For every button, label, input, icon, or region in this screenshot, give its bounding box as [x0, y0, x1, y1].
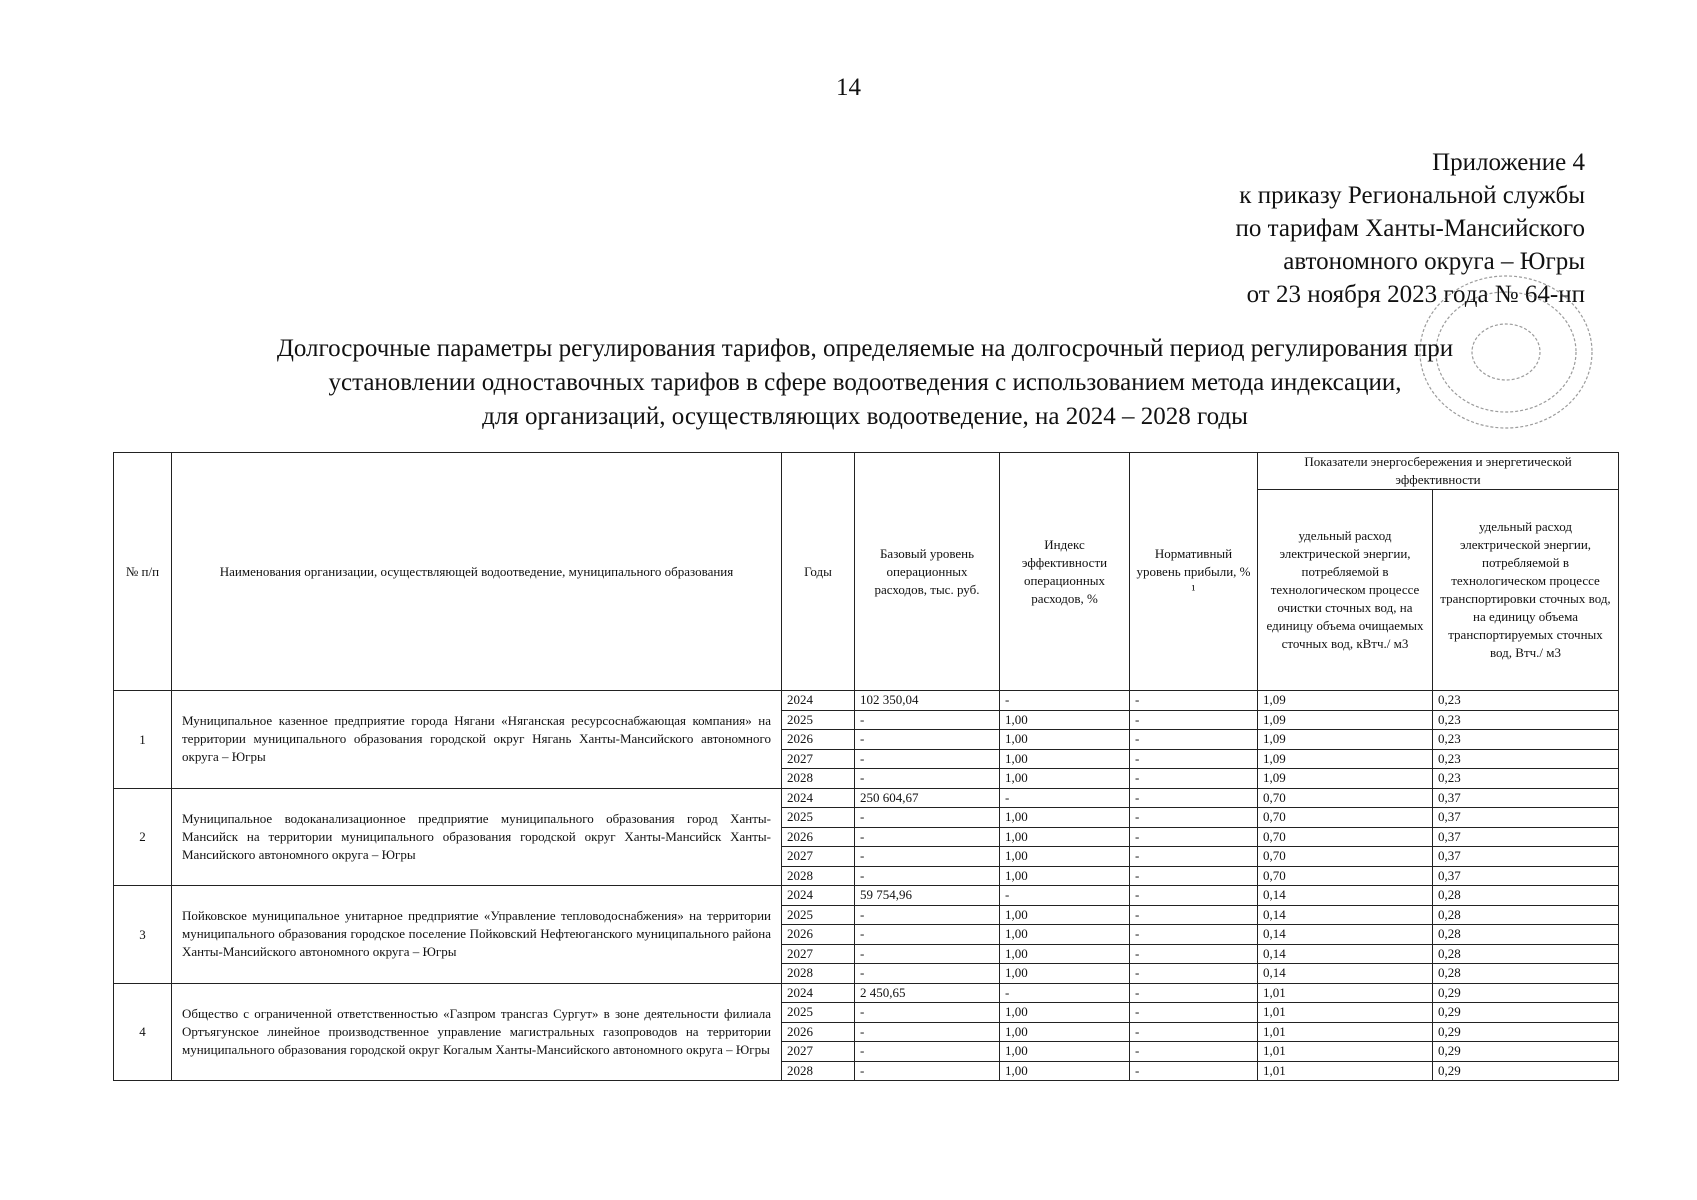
efficiency-index-cell: 1,00: [1000, 1003, 1130, 1023]
profit-level-cell: -: [1130, 925, 1258, 945]
energy-treatment-cell: 1,09: [1258, 749, 1433, 769]
table-row: [114, 886, 1619, 906]
org-number-cell: 2: [114, 788, 172, 886]
header-profit-level: Нормативный уровень прибыли, % ¹: [1130, 453, 1258, 691]
energy-transport-cell: 0,29: [1433, 1042, 1619, 1062]
efficiency-index-cell: 1,00: [1000, 944, 1130, 964]
year-cell: 2026: [782, 827, 855, 847]
base-expenses-cell: -: [855, 769, 1000, 789]
energy-transport-cell: 0,23: [1433, 749, 1619, 769]
energy-transport-cell: 0,23: [1433, 691, 1619, 711]
profit-level-cell: -: [1130, 1003, 1258, 1023]
energy-transport-cell: 0,29: [1433, 1061, 1619, 1081]
efficiency-index-cell: 1,00: [1000, 964, 1130, 984]
org-name-cell: Муниципальное казенное предприятие города Нягани «Няганская ресурсоснабжающая компания» на территории муниципального образования городской округ Нягань Ханты-Мансийского автономного округа – Югры: [172, 691, 782, 789]
efficiency-index-cell: 1,00: [1000, 905, 1130, 925]
energy-treatment-cell: 0,70: [1258, 847, 1433, 867]
efficiency-index-cell: -: [1000, 886, 1130, 906]
header-num: № п/п: [114, 453, 172, 691]
title-line: Долгосрочные параметры регулирования тарифов, определяемые на долгосрочный период регулирования при: [276, 335, 1454, 362]
profit-level-cell: -: [1130, 1042, 1258, 1062]
appendix-line: Приложение 4: [1432, 149, 1585, 176]
org-number-cell: 1: [114, 691, 172, 789]
energy-treatment-cell: 1,09: [1258, 730, 1433, 750]
page-number: 14: [836, 74, 861, 101]
base-expenses-cell: -: [855, 944, 1000, 964]
year-cell: 2027: [782, 749, 855, 769]
profit-level-cell: -: [1130, 730, 1258, 750]
base-expenses-cell: -: [855, 749, 1000, 769]
header-energy-group: Показатели энергосбережения и энергетической эффективности: [1258, 453, 1619, 490]
base-expenses-cell: 2 450,65: [855, 983, 1000, 1003]
year-cell: 2024: [782, 691, 855, 711]
energy-treatment-cell: 0,70: [1258, 866, 1433, 886]
profit-level-cell: -: [1130, 769, 1258, 789]
energy-treatment-cell: 1,09: [1258, 710, 1433, 730]
year-cell: 2024: [782, 886, 855, 906]
energy-transport-cell: 0,28: [1433, 925, 1619, 945]
profit-level-cell: -: [1130, 847, 1258, 867]
year-cell: 2028: [782, 866, 855, 886]
energy-treatment-cell: 1,01: [1258, 1003, 1433, 1023]
profit-level-cell: -: [1130, 1022, 1258, 1042]
base-expenses-cell: -: [855, 925, 1000, 945]
energy-treatment-cell: 1,01: [1258, 1022, 1433, 1042]
header-energy-treatment: удельный расход электрической энергии, потребляемой в технологическом процессе очистки сточных вод, на единицу объема очищаемых сточных вод, кВтч./ м3: [1258, 490, 1433, 691]
energy-treatment-cell: 0,70: [1258, 788, 1433, 808]
table-body: [114, 691, 1619, 1081]
title-line: для организаций, осуществляющих водоотведение, на 2024 – 2028 годы: [482, 403, 1248, 430]
header-energy-transport: удельный расход электрической энергии, потребляемой в технологическом процессе транспортировки сточных вод, на единицу объема транспортируемых сточных вод, Втч./ м3: [1433, 490, 1619, 691]
energy-transport-cell: 0,37: [1433, 827, 1619, 847]
base-expenses-cell: -: [855, 808, 1000, 828]
profit-level-cell: -: [1130, 808, 1258, 828]
energy-treatment-cell: 1,09: [1258, 769, 1433, 789]
profit-level-cell: -: [1130, 710, 1258, 730]
appendix-line: по тарифам Ханты-Мансийского: [1235, 215, 1585, 242]
base-expenses-cell: 102 350,04: [855, 691, 1000, 711]
base-expenses-cell: -: [855, 1061, 1000, 1081]
table-row: [114, 691, 1619, 711]
org-number-cell: 4: [114, 983, 172, 1081]
energy-treatment-cell: 0,14: [1258, 925, 1433, 945]
org-name-cell: Пойковское муниципальное унитарное предприятие «Управление тепловодоснабжения» на территории муниципального образования городское поселение Пойковский Нефтеюганского муниципального района Ханты-Мансийского автономного округа – Югры: [172, 886, 782, 984]
energy-treatment-cell: 0,14: [1258, 944, 1433, 964]
profit-level-cell: -: [1130, 827, 1258, 847]
energy-treatment-cell: 0,70: [1258, 808, 1433, 828]
year-cell: 2025: [782, 1003, 855, 1023]
year-cell: 2027: [782, 847, 855, 867]
year-cell: 2024: [782, 788, 855, 808]
energy-treatment-cell: 1,09: [1258, 691, 1433, 711]
energy-transport-cell: 0,29: [1433, 983, 1619, 1003]
document-title: [100, 332, 1630, 434]
efficiency-index-cell: 1,00: [1000, 847, 1130, 867]
appendix-line: от 23 ноября 2023 года № 64-нп: [1246, 281, 1585, 308]
efficiency-index-cell: 1,00: [1000, 925, 1130, 945]
org-name-cell: Общество с ограниченной ответственностью «Газпром трансгаз Сургут» в зоне деятельности филиала Ортъягунское линейное производственное управление магистральных газопроводов на территории муниципального образования городской округ Когалым Ханты-Мансийского автономного округа – Югры: [172, 983, 782, 1081]
profit-level-cell: -: [1130, 983, 1258, 1003]
efficiency-index-cell: 1,00: [1000, 827, 1130, 847]
energy-transport-cell: 0,28: [1433, 905, 1619, 925]
table-row: [114, 788, 1619, 808]
base-expenses-cell: -: [855, 827, 1000, 847]
energy-transport-cell: 0,28: [1433, 944, 1619, 964]
energy-transport-cell: 0,28: [1433, 886, 1619, 906]
energy-treatment-cell: 0,70: [1258, 827, 1433, 847]
efficiency-index-cell: 1,00: [1000, 1061, 1130, 1081]
year-cell: 2025: [782, 710, 855, 730]
base-expenses-cell: 250 604,67: [855, 788, 1000, 808]
header-organization: Наименования организации, осуществляющей водоотведение, муниципального образования: [172, 453, 782, 691]
profit-level-cell: -: [1130, 944, 1258, 964]
energy-treatment-cell: 0,14: [1258, 964, 1433, 984]
energy-transport-cell: 0,29: [1433, 1022, 1619, 1042]
base-expenses-cell: -: [855, 710, 1000, 730]
efficiency-index-cell: 1,00: [1000, 710, 1130, 730]
energy-treatment-cell: 1,01: [1258, 1061, 1433, 1081]
energy-transport-cell: 0,37: [1433, 808, 1619, 828]
org-name-cell: Муниципальное водоканализационное предприятие муниципального образования город Ханты-Мансийск на территории муниципального образования городской округ Ханты-Мансийск Ханты-Мансийского автономного округа – Югры: [172, 788, 782, 886]
energy-transport-cell: 0,37: [1433, 788, 1619, 808]
year-cell: 2024: [782, 983, 855, 1003]
base-expenses-cell: -: [855, 964, 1000, 984]
year-cell: 2026: [782, 730, 855, 750]
table-row: [114, 983, 1619, 1003]
energy-treatment-cell: 1,01: [1258, 1042, 1433, 1062]
profit-level-cell: -: [1130, 866, 1258, 886]
year-cell: 2027: [782, 944, 855, 964]
profit-level-cell: -: [1130, 905, 1258, 925]
efficiency-index-cell: 1,00: [1000, 808, 1130, 828]
energy-treatment-cell: 1,01: [1258, 983, 1433, 1003]
profit-level-cell: -: [1130, 964, 1258, 984]
efficiency-index-cell: -: [1000, 691, 1130, 711]
energy-transport-cell: 0,37: [1433, 847, 1619, 867]
base-expenses-cell: -: [855, 905, 1000, 925]
year-cell: 2025: [782, 808, 855, 828]
tariff-parameters-table: [113, 452, 1619, 1081]
year-cell: 2028: [782, 964, 855, 984]
energy-transport-cell: 0,29: [1433, 1003, 1619, 1023]
base-expenses-cell: -: [855, 1042, 1000, 1062]
energy-transport-cell: 0,23: [1433, 769, 1619, 789]
efficiency-index-cell: -: [1000, 983, 1130, 1003]
efficiency-index-cell: 1,00: [1000, 1022, 1130, 1042]
efficiency-index-cell: 1,00: [1000, 769, 1130, 789]
efficiency-index-cell: 1,00: [1000, 1042, 1130, 1062]
base-expenses-cell: -: [855, 866, 1000, 886]
header-years: Годы: [782, 453, 855, 691]
profit-level-cell: -: [1130, 691, 1258, 711]
title-line: установлении одноставочных тарифов в сфере водоотведения с использованием метода индексации,: [328, 369, 1402, 396]
year-cell: 2028: [782, 769, 855, 789]
year-cell: 2025: [782, 905, 855, 925]
year-cell: 2026: [782, 1022, 855, 1042]
base-expenses-cell: -: [855, 1022, 1000, 1042]
energy-transport-cell: 0,28: [1433, 964, 1619, 984]
energy-treatment-cell: 0,14: [1258, 905, 1433, 925]
efficiency-index-cell: 1,00: [1000, 866, 1130, 886]
energy-treatment-cell: 0,14: [1258, 886, 1433, 906]
profit-level-cell: -: [1130, 788, 1258, 808]
base-expenses-cell: -: [855, 1003, 1000, 1023]
efficiency-index-cell: 1,00: [1000, 730, 1130, 750]
base-expenses-cell: -: [855, 730, 1000, 750]
efficiency-index-cell: 1,00: [1000, 749, 1130, 769]
org-number-cell: 3: [114, 886, 172, 984]
profit-level-cell: -: [1130, 886, 1258, 906]
year-cell: 2026: [782, 925, 855, 945]
year-cell: 2028: [782, 1061, 855, 1081]
energy-transport-cell: 0,23: [1433, 730, 1619, 750]
energy-transport-cell: 0,23: [1433, 710, 1619, 730]
header-efficiency-index: Индекс эффективности операционных расходов, %: [1000, 453, 1130, 691]
appendix-line: автономного округа – Югры: [1283, 248, 1585, 275]
base-expenses-cell: 59 754,96: [855, 886, 1000, 906]
base-expenses-cell: -: [855, 847, 1000, 867]
year-cell: 2027: [782, 1042, 855, 1062]
appendix-line: к приказу Региональной службы: [1239, 182, 1585, 209]
profit-level-cell: -: [1130, 749, 1258, 769]
header-base-expenses: Базовый уровень операционных расходов, тыс. руб.: [855, 453, 1000, 691]
energy-transport-cell: 0,37: [1433, 866, 1619, 886]
efficiency-index-cell: -: [1000, 788, 1130, 808]
profit-level-cell: -: [1130, 1061, 1258, 1081]
